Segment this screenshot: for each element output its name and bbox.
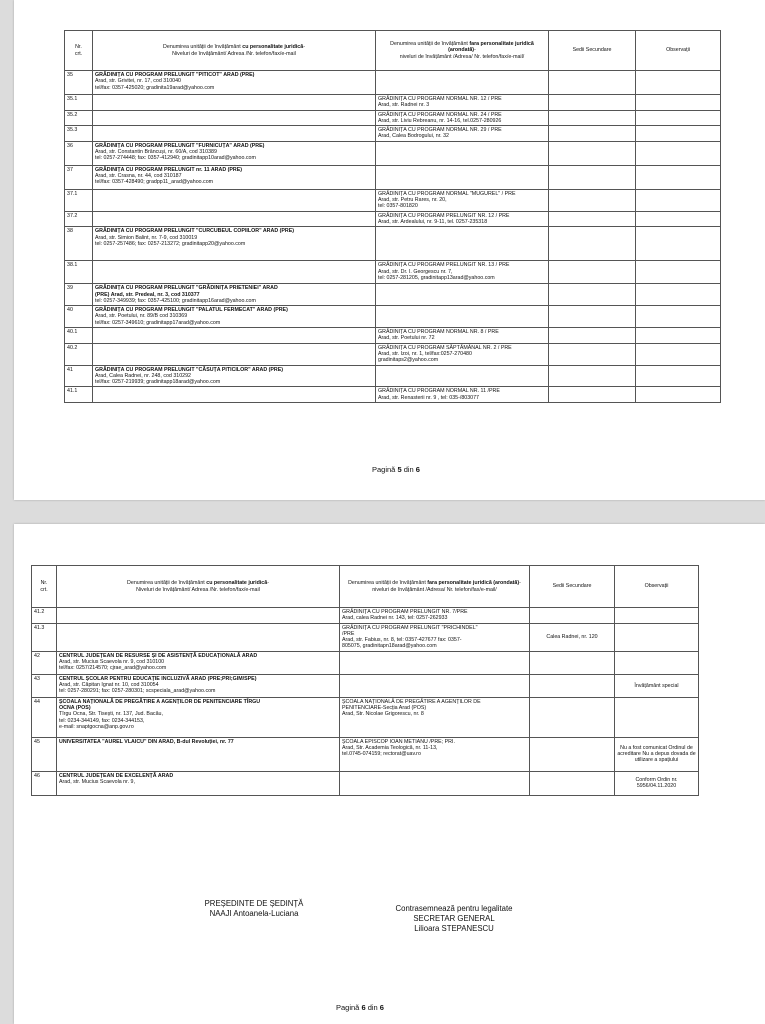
cell-unit-with-legal-personality	[93, 387, 376, 403]
cell-unit-with-legal-personality	[93, 71, 376, 95]
cell-secondary-sites	[549, 343, 636, 365]
cell-observations	[636, 189, 721, 211]
cell-secondary-sites	[549, 365, 636, 387]
row-number: 38.1	[65, 261, 93, 284]
document-page-5	[14, 0, 765, 500]
unit-detail: Arad, str. Mucius Scaevola nr. 9,	[59, 779, 135, 786]
cell-unit-with-legal-personality	[93, 284, 376, 306]
unit-name: UNIVERSITATEA "AUREL VLAICU" DIN ARAD, B-dul Revoluției, nr. 77	[59, 738, 234, 745]
cell-unit-with-legal-personality	[57, 737, 340, 771]
row-number: 35	[65, 71, 93, 95]
row-number: 45	[32, 737, 57, 771]
table-row	[65, 284, 721, 306]
table-row	[65, 328, 721, 344]
header-secondary-sites: Sedii Secundare	[530, 566, 615, 608]
row-number: 41	[65, 365, 93, 387]
cell-secondary-sites	[549, 306, 636, 328]
cell-unit-with-legal-personality	[93, 365, 376, 387]
row-number: 38	[65, 227, 93, 261]
cell-observations	[636, 328, 721, 344]
unit-detail: PENITENCIARE-Secția Arad (POS)	[342, 705, 427, 712]
cell-secondary-sites	[549, 328, 636, 344]
header-secondary-sites: Sedii Secundare	[549, 31, 636, 71]
table-row	[65, 306, 721, 328]
unit-detail: Arad, Str. Nicolae Grigorescu, nr. 8	[342, 711, 424, 718]
table-row	[32, 651, 699, 674]
chairman-title: PREȘEDINTE DE ȘEDINȚĂ	[204, 899, 304, 908]
unit-detail: Arad, str. Liviu Rebreanu, nr. 14-16, tel.0257-280926	[378, 117, 502, 124]
cell-secondary-sites	[549, 261, 636, 284]
unit-name: CENTRUL JUDEȚEAN DE RESURSE ȘI DE ASISTENȚĂ EDUCAȚIONALĂ ARAD	[59, 652, 258, 659]
unit-detail: Arad, str. Simion Balint, nr. 7-9, cod 310019	[95, 234, 198, 241]
cell-unit-without-legal-personality	[376, 227, 549, 261]
cell-observations	[636, 284, 721, 306]
table-row	[65, 71, 721, 95]
header-observations: Observații	[615, 566, 699, 608]
unit-detail: Arad, str. Mucius Scaevola nr. 9, cod 310100	[59, 659, 165, 666]
unit-name: GRĂDINIȚA CU PROGRAM PRELUNGIT "FURNICUȚA" ARAD (PRE)	[95, 142, 265, 149]
unit-detail: tel: 0257-281205, gradinitapp13arad@yahoo.com	[378, 274, 495, 281]
unit-detail: Arad, Calea Bodrogului, nr. 32	[378, 133, 449, 140]
cell-observations	[636, 165, 721, 189]
header-nr: Nr. crt.	[65, 31, 93, 71]
cell-unit-with-legal-personality	[93, 306, 376, 328]
header-nr: Nr. crt.	[32, 566, 57, 608]
cell-unit-without-legal-personality	[376, 189, 549, 211]
unit-detail: tel: 0357-801820	[378, 203, 418, 210]
header-unit-without-legal-personality: Denumirea unității de învățământ fara personalitate juridică (arondată)- niveluri de învățământ /Adresa/ Nr. telefon/fax/e-mail/	[376, 31, 549, 71]
unit-name: GRĂDINIȚA CU PROGRAM NORMAL NR. 29 / PRE	[378, 127, 502, 134]
cell-secondary-sites	[530, 608, 615, 624]
cell-unit-without-legal-personality	[376, 126, 549, 142]
table-row	[65, 227, 721, 261]
cell-observations	[615, 651, 699, 674]
table-row	[65, 141, 721, 165]
table-row	[65, 95, 721, 111]
unit-detail: /PRE	[342, 630, 355, 637]
row-number: 40	[65, 306, 93, 328]
cell-unit-without-legal-personality	[376, 343, 549, 365]
unit-name: GRĂDINIȚA CU PROGRAM NORMAL NR. 11 /PRE	[378, 388, 500, 395]
unit-detail: tel: 0257-349939; fax: 0357-425100; gradinitapp16arad@yahoo.com	[95, 297, 256, 304]
row-number: 37	[65, 165, 93, 189]
unit-detail: tel/fax: 0357-428490; gradpp11_arad@yahoo.com	[95, 179, 214, 186]
unit-detail: tel/fax: 0257-219939; gradinitapp18arad@yahoo.com	[95, 379, 221, 386]
row-number: 41.1	[65, 387, 93, 403]
unit-detail: Arad, str. Radnei nr. 3	[378, 102, 430, 109]
unit-name: GRĂDINIȚA CU PROGRAM PRELUNGIT "GRĂDINIȚA PRIETENIEI" ARAD	[95, 285, 278, 292]
cell-observations	[636, 343, 721, 365]
unit-detail: OCNA (POS)	[59, 705, 91, 712]
unit-name: GRĂDINIȚA CU PROGRAM NORMAL NR. 8 / PRE	[378, 329, 499, 336]
cell-unit-with-legal-personality	[93, 211, 376, 227]
unit-detail: tel/fax: 0357-425020; gradinita19arad@yahoo.com	[95, 84, 215, 91]
row-number: 40.2	[65, 343, 93, 365]
header-observations: Observații	[636, 31, 721, 71]
cell-secondary-sites	[549, 387, 636, 403]
document-page-6	[14, 524, 765, 1024]
row-number: 36	[65, 141, 93, 165]
cell-observations	[636, 387, 721, 403]
table-row	[32, 674, 699, 697]
unit-detail: Tîrgu Ocna, Str. Tisești, nr. 137, Jud. Bacău,	[59, 711, 163, 718]
table-row	[65, 165, 721, 189]
cell-observations: Conform Ordin nr. 5956/04.11.2020	[615, 771, 699, 795]
page-number: Pagină 5 din 6	[372, 465, 420, 474]
cell-unit-with-legal-personality	[57, 651, 340, 674]
cell-observations	[636, 227, 721, 261]
cell-unit-with-legal-personality	[93, 110, 376, 126]
cell-secondary-sites	[549, 189, 636, 211]
secretary-title: SECRETAR GENERAL	[413, 914, 495, 923]
cell-secondary-sites	[530, 771, 615, 795]
cell-secondary-sites	[549, 110, 636, 126]
unit-name: GRĂDINIȚA CU PROGRAM PRELUNGIT nr. 11 ARAD (PRE)	[95, 166, 243, 173]
unit-name: GRĂDINIȚA CU PROGRAM PRELUNGIT NR. 13 / PRE	[378, 262, 510, 269]
row-number: 37.2	[65, 211, 93, 227]
cell-unit-without-legal-personality	[340, 623, 530, 651]
unit-detail: tel.0745-074159; rectorat@uav.ro	[342, 751, 421, 758]
row-number: 35.2	[65, 110, 93, 126]
units-table-page-5	[64, 30, 721, 403]
cell-secondary-sites	[549, 165, 636, 189]
row-number: 43	[32, 674, 57, 697]
cell-unit-with-legal-personality	[93, 343, 376, 365]
cell-secondary-sites	[549, 227, 636, 261]
units-table-page-6	[31, 565, 699, 796]
unit-detail: Arad, str. Crasna, nr. 44, cod 310187	[95, 173, 182, 180]
cell-observations: Nu a fost comunicat Ordinul de acreditare Nu a depus dovada de utilizare a spațiului	[615, 737, 699, 771]
table-row	[65, 189, 721, 211]
cell-unit-with-legal-personality	[93, 227, 376, 261]
cell-observations	[636, 306, 721, 328]
table-row	[32, 697, 699, 737]
unit-detail: tel: 0257-257486; fax: 0257-213272; gradinitapp20@yahoo.com	[95, 240, 246, 247]
cell-observations: Învățământ special	[615, 674, 699, 697]
unit-detail: Arad, str. Ardealului, nr. 9-11, tel. 0257-235318	[378, 218, 488, 225]
unit-detail: Arad, str. Renasterii nr. 9 , tel: 035-/803077	[378, 394, 479, 401]
unit-detail: tel: 0257-280291; fax: 0257-280301; scspeciala_arad@yahoo.com	[59, 688, 216, 695]
cell-observations	[636, 71, 721, 95]
cell-unit-without-legal-personality	[340, 674, 530, 697]
header-unit-with-legal-personality: Denumirea unității de învățământ cu personalitate juridică- Niveluri de învățământ/ Adresa /Nr. telefon/fax/e-mail	[93, 31, 376, 71]
unit-detail: tel: 0234-344149, fax: 0234-344153,	[59, 717, 145, 724]
cell-secondary-sites	[530, 697, 615, 737]
cell-unit-with-legal-personality	[93, 126, 376, 142]
unit-detail: Arad, str. Fabius, nr. 8, tel: 0357-427677 fax: 0357-	[342, 637, 462, 644]
cell-secondary-sites	[549, 284, 636, 306]
row-number: 35.3	[65, 126, 93, 142]
cell-unit-without-legal-personality	[376, 284, 549, 306]
cell-unit-without-legal-personality	[376, 165, 549, 189]
unit-detail: tel/fax: 0257-349610; gradinitapp17arad@yahoo.com	[95, 319, 221, 326]
unit-detail: Arad, str. Petru Rares, nr. 20,	[378, 197, 447, 204]
cell-unit-with-legal-personality	[57, 771, 340, 795]
row-number: 40.1	[65, 328, 93, 344]
header-unit-with-legal-personality: Denumirea unității de învățământ cu personalitate juridică- Niveluri de învățământ/ Adresa /Nr. telefon/fax/e-mail	[57, 566, 340, 608]
unit-detail: tel/fax: 0257/214570; cjrae_arad@yahoo.com	[59, 665, 167, 672]
cell-unit-without-legal-personality	[376, 71, 549, 95]
cell-observations	[636, 261, 721, 284]
unit-name: GRĂDINIȚA CU PROGRAM NORMAL NR. 24 / PRE	[378, 111, 502, 118]
signature-block-chairman	[184, 899, 324, 919]
legality-note: Contrasemnează pentru legalitate	[395, 904, 513, 913]
unit-name: GRĂDINIȚA CU PROGRAM PRELUNGIT "CURCUBEUL COPIILOR" ARAD (PRE)	[95, 228, 295, 235]
unit-name: ȘCOALA EPISCOP IOAN METIANU /PRE; PRI.	[342, 738, 455, 745]
cell-unit-with-legal-personality	[93, 189, 376, 211]
unit-detail: Arad, str. Poetului, nr. 89/B cod 310369	[95, 313, 188, 320]
row-number: 41.3	[32, 623, 57, 651]
table-header-row	[65, 31, 721, 71]
unit-name: ȘCOALA NAȚIONALĂ DE PREGĂTIRE A AGENȚILOR DE	[342, 698, 481, 705]
unit-detail: Arad, str. Dr. I. Georgescu nr. 7,	[378, 268, 453, 275]
table-header-row	[32, 566, 699, 608]
cell-unit-without-legal-personality	[376, 261, 549, 284]
cell-secondary-sites	[530, 674, 615, 697]
cell-observations	[636, 365, 721, 387]
cell-unit-without-legal-personality	[340, 771, 530, 795]
cell-unit-with-legal-personality	[93, 261, 376, 284]
cell-unit-with-legal-personality	[93, 165, 376, 189]
cell-unit-without-legal-personality	[340, 608, 530, 624]
unit-detail: (PRE) Arad, str. Predeal, nr. 3, cod 310377	[95, 291, 200, 298]
unit-detail: gradinitaps2@yahoo.com	[378, 357, 439, 364]
cell-unit-without-legal-personality	[376, 306, 549, 328]
cell-unit-without-legal-personality	[376, 95, 549, 111]
row-number: 41.2	[32, 608, 57, 624]
unit-name: CENTRUL ȘCOLAR PENTRU EDUCAȚIE INCLUZIVĂ ARAD (PRE;PRI;GIM/SPE)	[59, 675, 257, 682]
cell-observations	[615, 697, 699, 737]
unit-name: GRĂDINIȚA CU PROGRAM NORMAL "MUGUREL" / PRE	[378, 190, 516, 197]
cell-observations	[636, 126, 721, 142]
signature-block-secretary	[369, 904, 539, 934]
table-row	[65, 110, 721, 126]
unit-detail: e-mail: snaptgocna@anp.gov.ro	[59, 723, 134, 730]
cell-secondary-sites	[549, 141, 636, 165]
unit-name: GRĂDINIȚA CU PROGRAM PRELUNGIT "PITICOT" ARAD (PRE)	[95, 72, 255, 78]
cell-secondary-sites	[549, 95, 636, 111]
cell-unit-without-legal-personality	[340, 651, 530, 674]
unit-name: GRĂDINIȚA CU PROGRAM NORMAL NR. 12 / PRE	[378, 96, 502, 102]
table-row	[65, 261, 721, 284]
table-row	[65, 387, 721, 403]
cell-unit-without-legal-personality	[340, 697, 530, 737]
cell-unit-without-legal-personality	[376, 328, 549, 344]
unit-detail: Arad, Calea Radnei, nr. 248, cod 310292	[95, 372, 192, 379]
cell-unit-with-legal-personality	[93, 95, 376, 111]
cell-unit-without-legal-personality	[376, 211, 549, 227]
cell-secondary-sites	[530, 737, 615, 771]
cell-unit-without-legal-personality	[376, 365, 549, 387]
cell-secondary-sites	[549, 126, 636, 142]
unit-name: GRĂDINIȚA CU PROGRAM PRELUNGIT NR. 7/PRE	[342, 609, 468, 615]
secretary-name: Lilioara STEPANESCU	[414, 924, 494, 933]
cell-observations	[615, 623, 699, 651]
cell-secondary-sites	[549, 71, 636, 95]
unit-detail: Arad, str. Constantin Brâncuși, nr. 60/A, cod 310389	[95, 149, 217, 156]
table-row	[65, 343, 721, 365]
cell-observations	[636, 95, 721, 111]
row-number: 46	[32, 771, 57, 795]
table-row	[32, 608, 699, 624]
unit-name: CENTRUL JUDEȚEAN DE EXCELENȚĂ ARAD	[59, 772, 174, 779]
unit-detail: Arad, str. Grivitei, nr. 17, cod 310040	[95, 78, 181, 85]
cell-observations	[615, 608, 699, 624]
unit-detail: tel: 0257-274448; fax: 0357-412940; gradinitapp10arad@yahoo.com	[95, 155, 256, 162]
unit-detail: Arad, str. Poetului nr. 72	[378, 335, 435, 342]
cell-unit-with-legal-personality	[57, 697, 340, 737]
table-row	[65, 365, 721, 387]
cell-observations	[636, 211, 721, 227]
cell-observations	[636, 110, 721, 126]
cell-secondary-sites	[549, 211, 636, 227]
cell-unit-with-legal-personality	[57, 623, 340, 651]
table-row	[65, 211, 721, 227]
cell-unit-with-legal-personality	[57, 674, 340, 697]
cell-unit-without-legal-personality	[376, 387, 549, 403]
cell-unit-with-legal-personality	[93, 141, 376, 165]
unit-detail: Arad, str. Căpitan Ignat nr. 10, cod 310054	[59, 682, 159, 689]
unit-name: GRĂDINIȚA CU PROGRAM PRELUNGIT "PALATUL FERMECAT" ARAD (PRE)	[95, 307, 288, 314]
row-number: 35.1	[65, 95, 93, 111]
row-number: 37.1	[65, 189, 93, 211]
table-row	[32, 623, 699, 651]
unit-name: GRĂDINIȚA CU PROGRAM PRELUNGIT NR. 12 / PRE	[378, 212, 510, 219]
table-row	[32, 737, 699, 771]
unit-detail: Arad, calea Radnei nr. 143, tel: 0257-262933	[342, 615, 448, 622]
unit-name: GRĂDINIȚA CU PROGRAM PRELUNGIT "PRICHINDEL"	[342, 624, 478, 631]
unit-detail: Arad, str. Izoi, nr. 1, tel/fax:0257-270480	[378, 350, 472, 357]
cell-unit-without-legal-personality	[340, 737, 530, 771]
unit-name: GRĂDINIȚA CU PROGRAM SĂPTĂMÂNAL NR. 2 / PRE	[378, 344, 512, 351]
header-unit-without-legal-personality: Denumirea unității de învățământ fara personalitate juridică (arondată)- niveluri de învățământ /Adresa/ Nr. telefon/fax/e-mail/	[340, 566, 530, 608]
cell-secondary-sites: Calea Radnei, nr. 120	[530, 623, 615, 651]
table-row	[32, 771, 699, 795]
row-number: 42	[32, 651, 57, 674]
unit-detail: 805075, gradinitapn18arad@yahoo.com	[342, 643, 437, 650]
cell-unit-with-legal-personality	[93, 328, 376, 344]
row-number: 39	[65, 284, 93, 306]
cell-unit-without-legal-personality	[376, 141, 549, 165]
unit-name: ȘCOALA NAȚIONALĂ DE PREGĂTIRE A AGENȚILOR DE PENITENCIARE TÎRGU	[59, 698, 261, 705]
unit-name: GRĂDINIȚA CU PROGRAM PRELUNGIT "CĂSUȚA PITICILOR" ARAD (PRE)	[95, 366, 284, 373]
cell-unit-without-legal-personality	[376, 110, 549, 126]
cell-secondary-sites	[530, 651, 615, 674]
page-number: Pagină 6 din 6	[336, 1003, 384, 1012]
chairman-name: NAAJI Antoanela-Luciana	[209, 909, 299, 918]
table-row	[65, 126, 721, 142]
unit-detail: Arad, Str. Academia Teologică, nr. 11-13,	[342, 745, 438, 752]
cell-unit-with-legal-personality	[57, 608, 340, 624]
cell-observations	[636, 141, 721, 165]
row-number: 44	[32, 697, 57, 737]
